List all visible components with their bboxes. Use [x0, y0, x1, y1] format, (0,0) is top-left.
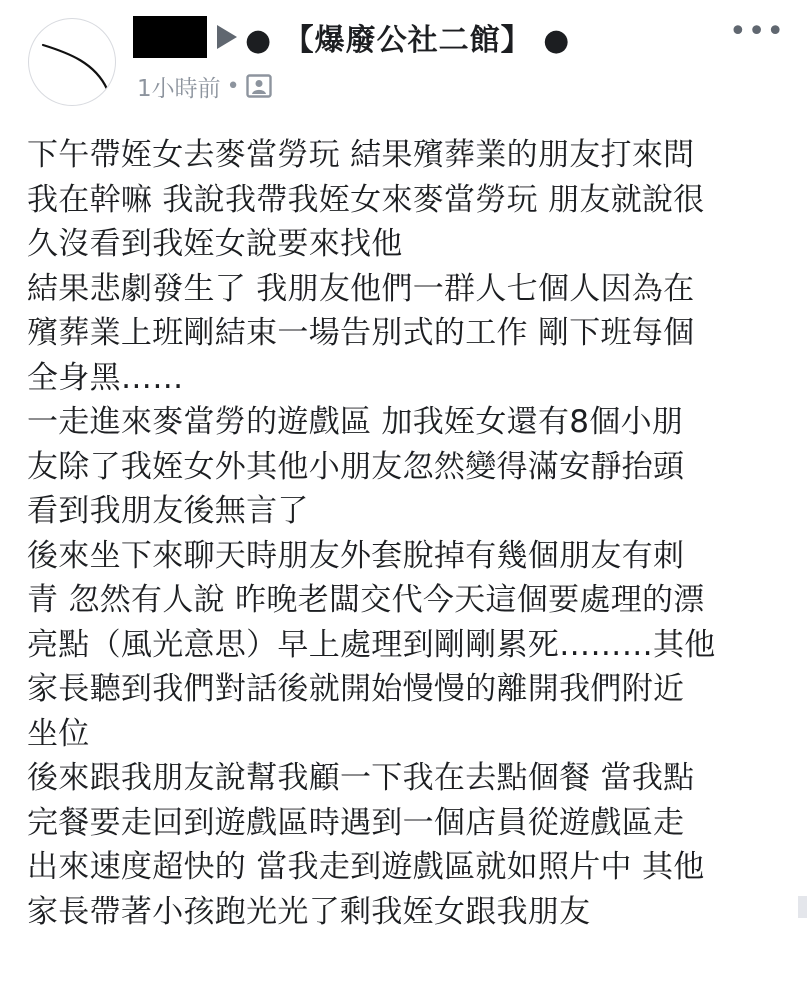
post-text-line: 青 忽然有人說 昨晚老闆交代今天這個要處理的漂: [27, 582, 705, 618]
author-row: [133, 14, 570, 60]
post-text-line: 殯葬業上班剛結束一場告別式的工作 剛下班每個: [27, 315, 695, 351]
post-text-line: 完餐要走回到遊戲區時遇到一個店員從遊戲區走: [27, 804, 685, 841]
caret-right-icon: [217, 25, 237, 49]
post-text-line: 結果悲劇發生了 我朋友他們一群人七個人因為在: [27, 270, 695, 307]
post-text-line: 一走進來麥當勞的遊戲區 加我姪女還有8個小朋: [27, 404, 684, 440]
post-timestamp[interactable]: 1小時前: [137, 75, 221, 102]
post-text-line: 家長帶著小孩跑光光了剩我姪女跟我朋友: [27, 893, 591, 930]
more-options-button[interactable]: •••: [729, 14, 786, 49]
post-text-line: 後來跟我朋友說幫我顧一下我在去點個餐 當我點: [27, 760, 695, 796]
post-text-line: 亮點（風光意思）早上處理到剛剛累死………其他: [27, 626, 716, 663]
author-name-redacted[interactable]: [133, 16, 207, 58]
post-text-line: 看到我朋友後無言了: [27, 493, 309, 529]
post-text-line: 我在幹嘛 我說我帶我姪女來麥當勞玩 朋友就說很: [27, 181, 705, 218]
post-text-line: 坐位: [27, 715, 90, 752]
avatar[interactable]: [28, 18, 116, 106]
post-text-line: 出來速度超快的 當我走到遊戲區就如照片中 其他: [27, 849, 705, 885]
post-text: [27, 133, 787, 934]
post-meta: [137, 70, 272, 102]
group-image-icon: [246, 74, 272, 98]
post-text-line: 久沒看到我姪女說要來找他: [27, 226, 403, 262]
post-header: [0, 0, 807, 120]
post-text-line: 友除了我姪女外其他小朋友忽然變得滿安靜抬頭: [27, 448, 685, 485]
group-name-link[interactable]: ● 【爆廢公社二館】 ●: [245, 23, 571, 58]
scroll-edge-marker: [798, 896, 807, 918]
post-text-line: 後來坐下來聊天時朋友外套脫掉有幾個朋友有刺: [27, 537, 685, 574]
post-text-line: 家長聽到我們對話後就開始慢慢的離開我們附近: [27, 671, 685, 707]
meta-separator: •: [226, 73, 240, 99]
post-text-line: 全身黑……: [27, 359, 184, 396]
post-text-line: 下午帶姪女去麥當勞玩 結果殯葬業的朋友打來問: [27, 137, 695, 173]
avatar-default-icon: [29, 19, 116, 106]
